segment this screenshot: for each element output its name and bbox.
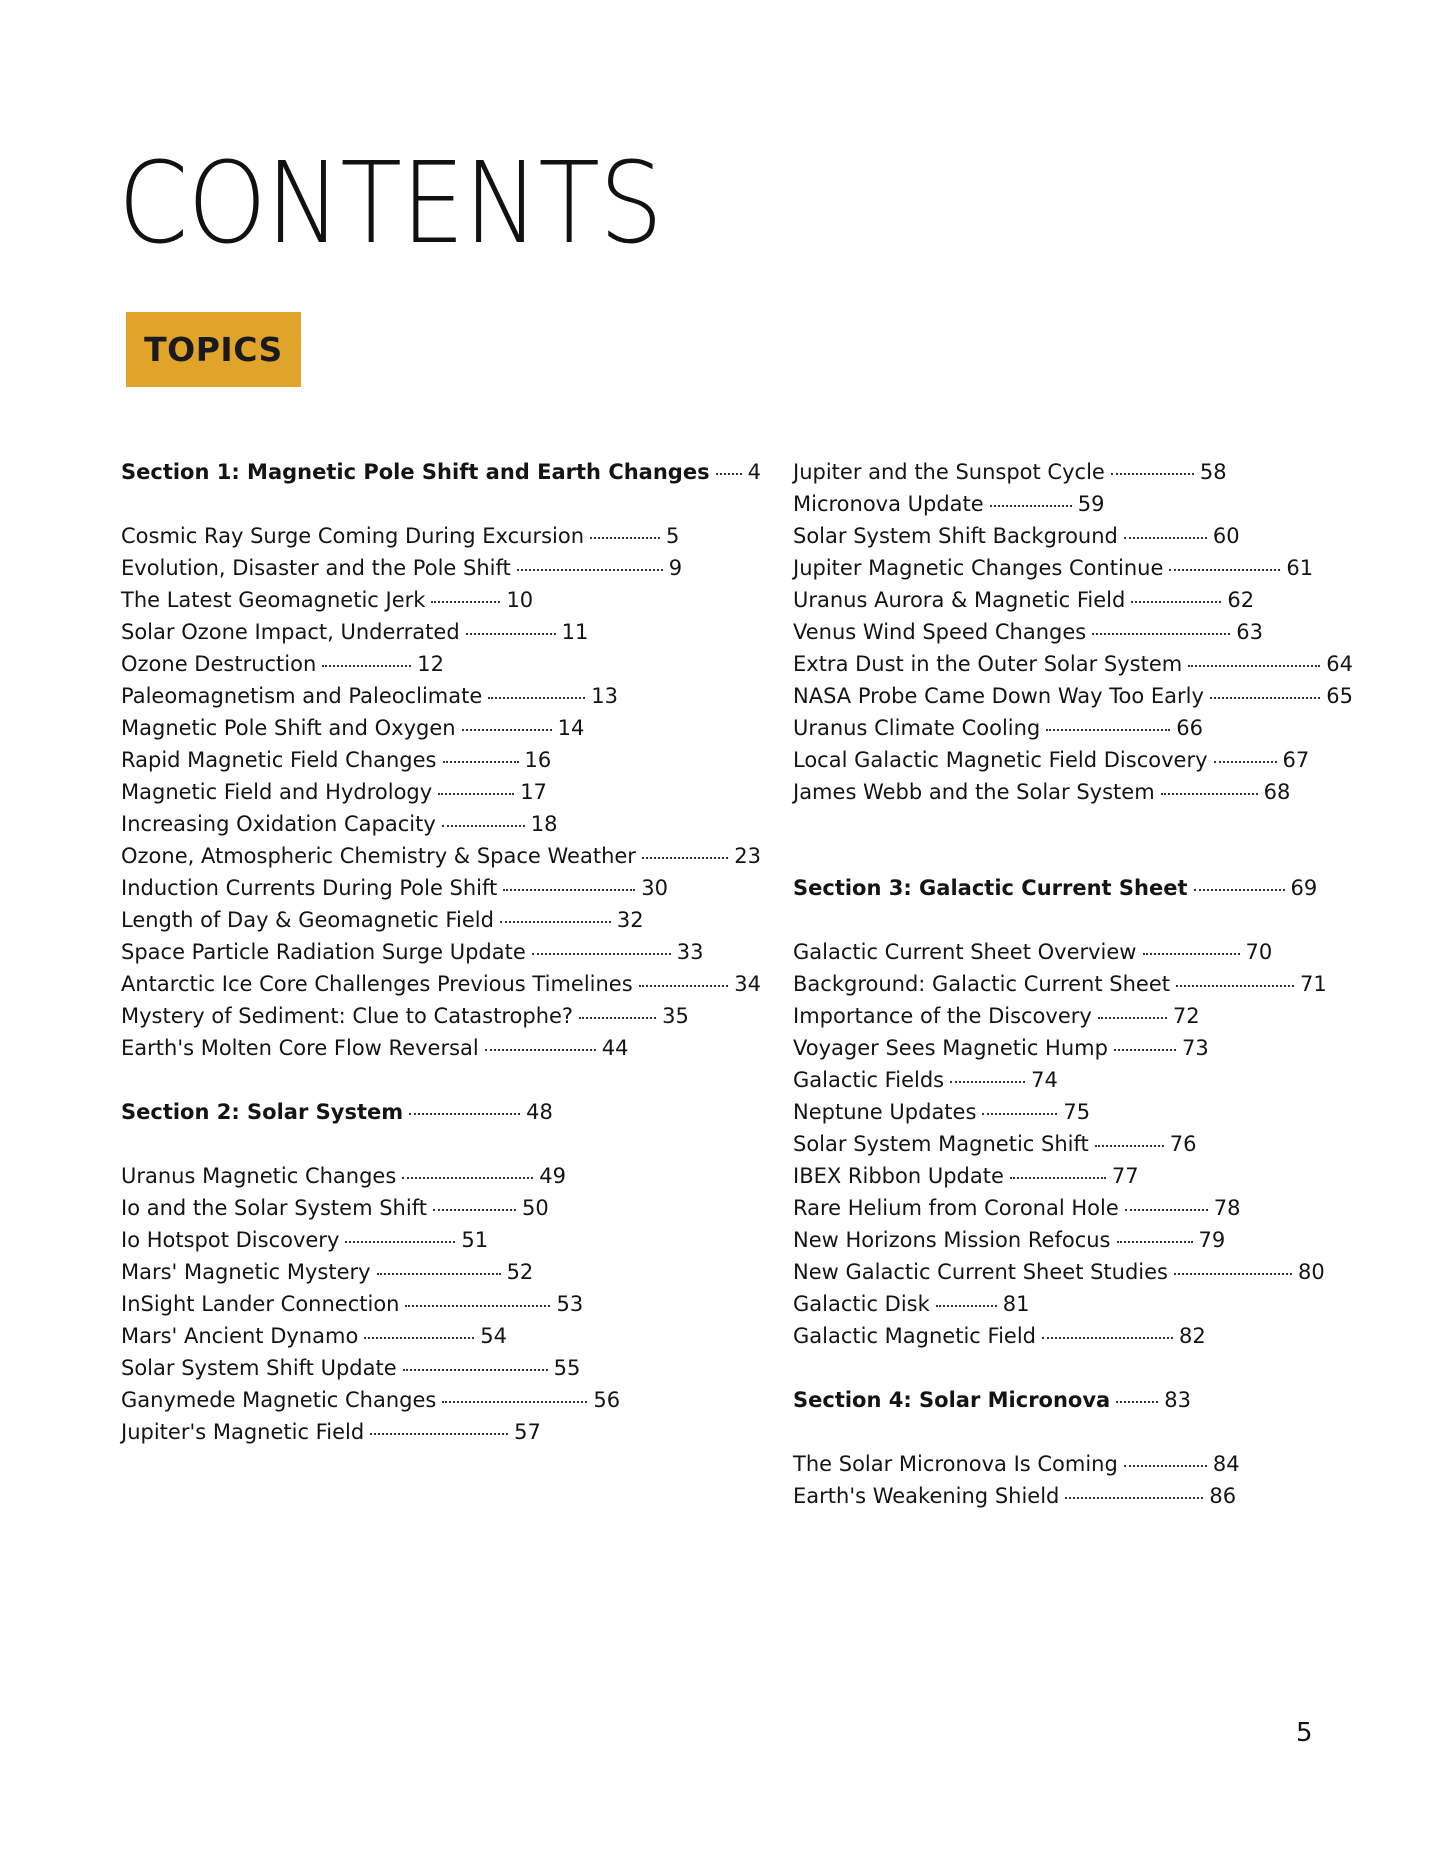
toc-entry-mystery-of-sediment-clue-to-catastrophe[interactable] <box>121 1000 761 1032</box>
dot-leader <box>1125 1207 1208 1211</box>
toc-entry-title: Voyager Sees Magnetic Hump <box>793 1036 1108 1060</box>
toc-entry-title: Ozone, Atmospheric Chemistry & Space Weather <box>121 844 636 868</box>
toc-entry-importance-of-the-discovery[interactable] <box>793 1000 1353 1032</box>
dot-leader <box>1111 471 1194 475</box>
dot-leader <box>1176 983 1294 987</box>
toc-entry-neptune-updates[interactable] <box>793 1096 1353 1128</box>
dot-leader <box>370 1431 508 1435</box>
dot-leader <box>409 1111 520 1115</box>
toc-page-number: 12 <box>417 652 445 676</box>
toc-page-number: 4 <box>747 460 761 484</box>
toc-page-number: 9 <box>668 556 683 580</box>
dot-leader <box>364 1335 474 1339</box>
dot-leader <box>466 631 556 635</box>
toc-entry-title: Magnetic Pole Shift and Oxygen <box>121 716 456 740</box>
toc-page-number: 58 <box>1199 460 1227 484</box>
toc-entry-jupiter-s-magnetic-field[interactable] <box>121 1416 761 1448</box>
toc-page-number: 59 <box>1077 492 1105 516</box>
toc-entry-title: Uranus Magnetic Changes <box>121 1164 397 1188</box>
dot-leader <box>642 855 728 859</box>
toc-entry-length-of-day-geomagnetic-field[interactable] <box>121 904 761 936</box>
dot-leader <box>1210 695 1320 699</box>
toc-page-number: 57 <box>514 1420 541 1444</box>
dot-leader <box>1188 663 1320 667</box>
toc-entry-evolution-disaster-and-the-pole-shift[interactable] <box>121 552 761 584</box>
toc-entry-ganymede-magnetic-changes[interactable] <box>121 1384 761 1416</box>
toc-entry-title: Mars' Magnetic Mystery <box>121 1260 371 1284</box>
toc-section-section-4-solar-micronova[interactable] <box>793 1384 1353 1416</box>
toc-entry-jupiter-magnetic-changes-continue[interactable] <box>793 552 1353 584</box>
toc-page-number: 32 <box>616 908 644 932</box>
spacer <box>121 1064 761 1096</box>
toc-page-number: 73 <box>1181 1036 1209 1060</box>
toc-page-number: 62 <box>1227 588 1255 612</box>
page-number: 5 <box>1296 1718 1313 1748</box>
toc-page-number: 60 <box>1212 524 1240 548</box>
spacer <box>121 488 761 520</box>
toc-entry-title: Length of Day & Geomagnetic Field <box>121 908 494 932</box>
toc-entry-title: Solar System Shift Update <box>121 1356 397 1380</box>
toc-entry-the-solar-micronova-is-coming[interactable] <box>793 1448 1353 1480</box>
spacer <box>793 1416 1353 1448</box>
toc-page-number: 16 <box>524 748 552 772</box>
toc-entry-title: The Solar Micronova Is Coming <box>793 1452 1118 1476</box>
toc-page-number: 71 <box>1299 972 1327 996</box>
toc-entry-mars-magnetic-mystery[interactable] <box>121 1256 761 1288</box>
toc-page-number: 76 <box>1169 1132 1197 1156</box>
dot-leader <box>716 471 742 475</box>
dot-leader <box>1124 535 1207 539</box>
toc-section-title: Section 2: Solar System <box>121 1100 404 1124</box>
toc-entry-title: Earth's Weakening Shield <box>793 1484 1060 1508</box>
toc-page-number: 78 <box>1213 1196 1241 1220</box>
toc-page-number: 82 <box>1179 1324 1206 1348</box>
spacer <box>793 904 1353 936</box>
dot-leader <box>1143 951 1240 955</box>
toc-page-number: 55 <box>553 1356 581 1380</box>
toc-entry-local-galactic-magnetic-field-discovery[interactable] <box>793 744 1353 776</box>
toc-entry-solar-system-magnetic-shift[interactable] <box>793 1128 1353 1160</box>
toc-entry-rapid-magnetic-field-changes[interactable] <box>121 744 761 776</box>
dot-leader <box>1194 887 1285 891</box>
toc-entry-nasa-probe-came-down-way-too-early[interactable] <box>793 680 1353 712</box>
dot-leader <box>1124 1463 1207 1467</box>
toc-page-number: 11 <box>561 620 589 644</box>
dot-leader <box>1065 1495 1203 1499</box>
toc-entry-title: Micronova Update <box>793 492 984 516</box>
toc-page-number: 80 <box>1298 1260 1325 1284</box>
toc-entry-title: Solar Ozone Impact, Underrated <box>121 620 460 644</box>
dot-leader <box>1116 1399 1158 1403</box>
dot-leader <box>579 1015 656 1019</box>
toc-page-number: 67 <box>1282 748 1310 772</box>
toc-entry-title: The Latest Geomagnetic Jerk <box>121 588 426 612</box>
toc-entry-title: Galactic Fields <box>793 1068 945 1092</box>
dot-leader <box>442 823 525 827</box>
toc-entry-paleomagnetism-and-paleoclimate[interactable] <box>121 680 761 712</box>
toc-entry-galactic-current-sheet-overview[interactable] <box>793 936 1353 968</box>
toc-entry-title: Local Galactic Magnetic Field Discovery <box>793 748 1208 772</box>
toc-entry-background-galactic-current-sheet[interactable] <box>793 968 1353 1000</box>
toc-page-number: 18 <box>530 812 558 836</box>
toc-entry-uranus-aurora-magnetic-field[interactable] <box>793 584 1353 616</box>
toc-page-number: 61 <box>1286 556 1314 580</box>
toc-section-title: Section 1: Magnetic Pole Shift and Earth Changes <box>121 460 710 484</box>
toc-entry-title: Mars' Ancient Dynamo <box>121 1324 359 1348</box>
toc-entry-title: New Horizons Mission Refocus <box>793 1228 1111 1252</box>
toc-entry-ozone-destruction[interactable] <box>121 648 761 680</box>
toc-entry-title: NASA Probe Came Down Way Too Early <box>793 684 1204 708</box>
toc-entry-title: Rare Helium from Coronal Hole <box>793 1196 1119 1220</box>
toc-entry-space-particle-radiation-surge-update[interactable] <box>121 936 761 968</box>
toc-entry-title: Galactic Magnetic Field <box>793 1324 1036 1348</box>
toc-entry-title: Neptune Updates <box>793 1100 977 1124</box>
toc-entry-title: Paleomagnetism and Paleoclimate <box>121 684 483 708</box>
dot-leader <box>1042 1335 1173 1339</box>
toc-entry-io-hotspot-discovery[interactable] <box>121 1224 761 1256</box>
toc-section-section-1-magnetic-pole-shift-and-earth-changes[interactable] <box>121 456 761 488</box>
dot-leader <box>377 1271 501 1275</box>
toc-entry-earth-s-weakening-shield[interactable] <box>793 1480 1353 1512</box>
dot-leader <box>488 695 585 699</box>
toc-page-number: 56 <box>593 1388 621 1412</box>
dot-leader <box>1046 727 1170 731</box>
toc-page-number: 79 <box>1198 1228 1226 1252</box>
toc-section-section-3-galactic-current-sheet[interactable] <box>793 872 1353 904</box>
toc-page-number: 53 <box>556 1292 584 1316</box>
toc-entry-title: InSight Lander Connection <box>121 1292 400 1316</box>
dot-leader <box>1095 1143 1164 1147</box>
toc-page-number: 69 <box>1290 876 1318 900</box>
toc-page-number: 72 <box>1172 1004 1200 1028</box>
toc-entry-title: Extra Dust in the Outer Solar System <box>793 652 1183 676</box>
toc-entry-voyager-sees-magnetic-hump[interactable] <box>793 1032 1353 1064</box>
toc-entry-the-latest-geomagnetic-jerk[interactable] <box>121 584 761 616</box>
toc-page-number: 17 <box>520 780 547 804</box>
dot-leader <box>485 1047 596 1051</box>
dot-leader <box>402 1175 533 1179</box>
toc-entry-rare-helium-from-coronal-hole[interactable] <box>793 1192 1353 1224</box>
toc-page-number: 44 <box>601 1036 629 1060</box>
toc-page-number: 50 <box>521 1196 549 1220</box>
dot-leader <box>936 1303 997 1307</box>
toc-entry-title: Background: Galactic Current Sheet <box>793 972 1170 996</box>
dot-leader <box>517 567 663 571</box>
page-title: CONTENTS <box>118 139 663 269</box>
toc-entry-title: Solar System Shift Background <box>793 524 1118 548</box>
toc-page-number: 68 <box>1263 780 1291 804</box>
toc-entry-title: New Galactic Current Sheet Studies <box>793 1260 1168 1284</box>
toc-page-number: 83 <box>1164 1388 1191 1412</box>
toc-page-number: 65 <box>1326 684 1353 708</box>
toc-entry-galactic-disk[interactable] <box>793 1288 1353 1320</box>
toc-entry-title: Ozone Destruction <box>121 652 317 676</box>
toc-entry-title: IBEX Ribbon Update <box>793 1164 1004 1188</box>
dot-leader <box>433 1207 516 1211</box>
toc-entry-title: Rapid Magnetic Field Changes <box>121 748 437 772</box>
toc-entry-induction-currents-during-pole-shift[interactable] <box>121 872 761 904</box>
dot-leader <box>982 1111 1057 1115</box>
dot-leader <box>1010 1175 1106 1179</box>
toc-page-number: 84 <box>1212 1452 1240 1476</box>
toc-entry-new-galactic-current-sheet-studies[interactable] <box>793 1256 1353 1288</box>
dot-leader <box>438 791 514 795</box>
toc-entry-title: Induction Currents During Pole Shift <box>121 876 498 900</box>
toc-page-number: 49 <box>539 1164 567 1188</box>
toc-entry-solar-system-shift-update[interactable] <box>121 1352 761 1384</box>
toc-entry-antarctic-ice-core-challenges-previous-timelines[interactable] <box>121 968 761 1000</box>
spacer <box>121 1128 761 1160</box>
dot-leader <box>1117 1239 1193 1243</box>
dot-leader <box>442 1399 587 1403</box>
toc-page-number: 33 <box>676 940 704 964</box>
toc-entry-uranus-magnetic-changes[interactable] <box>121 1160 761 1192</box>
toc-entry-mars-ancient-dynamo[interactable] <box>121 1320 761 1352</box>
toc-page-number: 54 <box>480 1324 508 1348</box>
toc-page-number: 13 <box>591 684 619 708</box>
toc-entry-io-and-the-solar-system-shift[interactable] <box>121 1192 761 1224</box>
toc-entry-title: Venus Wind Speed Changes <box>793 620 1087 644</box>
toc-entry-title: Galactic Disk <box>793 1292 930 1316</box>
toc-entry-ozone-atmospheric-chemistry-space-weather[interactable] <box>121 840 761 872</box>
toc-entry-title: Magnetic Field and Hydrology <box>121 780 433 804</box>
toc-entry-title: Evolution, Disaster and the Pole Shift <box>121 556 511 580</box>
toc-page-number: 23 <box>734 844 761 868</box>
toc-page-number: 63 <box>1236 620 1263 644</box>
dot-leader <box>590 535 660 539</box>
toc-entry-title: Galactic Current Sheet Overview <box>793 940 1137 964</box>
dot-leader <box>443 759 519 763</box>
toc-section-title: Section 3: Galactic Current Sheet <box>793 876 1188 900</box>
dot-leader <box>1161 791 1258 795</box>
toc-entry-ibex-ribbon-update[interactable] <box>793 1160 1353 1192</box>
dot-leader <box>1114 1047 1176 1051</box>
toc-entry-micronova-update[interactable] <box>793 488 1353 520</box>
dot-leader <box>1169 567 1280 571</box>
dot-leader <box>405 1303 550 1307</box>
dot-leader <box>462 727 552 731</box>
dot-leader <box>1214 759 1277 763</box>
dot-leader <box>990 503 1072 507</box>
dot-leader <box>503 887 635 891</box>
toc-entry-galactic-magnetic-field[interactable] <box>793 1320 1353 1352</box>
toc-entry-title: Jupiter and the Sunspot Cycle <box>793 460 1105 484</box>
toc-left-column <box>121 456 761 1448</box>
toc-entry-increasing-oxidation-capacity[interactable] <box>121 808 761 840</box>
spacer <box>793 808 1353 872</box>
toc-page-number: 35 <box>662 1004 689 1028</box>
topics-badge: TOPICS <box>126 312 301 387</box>
toc-entry-uranus-climate-cooling[interactable] <box>793 712 1353 744</box>
toc-page-number: 48 <box>526 1100 553 1124</box>
toc-page-number: 81 <box>1002 1292 1030 1316</box>
toc-page-number: 34 <box>734 972 761 996</box>
toc-entry-title: Io and the Solar System Shift <box>121 1196 427 1220</box>
toc-section-section-2-solar-system[interactable] <box>121 1096 761 1128</box>
toc-page-number: 74 <box>1031 1068 1058 1092</box>
toc-entry-title: Increasing Oxidation Capacity <box>121 812 436 836</box>
toc-entry-new-horizons-mission-refocus[interactable] <box>793 1224 1353 1256</box>
toc-entry-solar-system-shift-background[interactable] <box>793 520 1353 552</box>
toc-entry-title: Solar System Magnetic Shift <box>793 1132 1089 1156</box>
dot-leader <box>345 1239 455 1243</box>
toc-page-number: 70 <box>1245 940 1273 964</box>
dot-leader <box>322 663 411 667</box>
spacer <box>793 1352 1353 1384</box>
dot-leader <box>1174 1271 1292 1275</box>
dot-leader <box>1098 1015 1167 1019</box>
toc-page-number: 30 <box>641 876 669 900</box>
toc-entry-earth-s-molten-core-flow-reversal[interactable] <box>121 1032 761 1064</box>
dot-leader <box>532 951 671 955</box>
toc-entry-title: Space Particle Radiation Surge Update <box>121 940 526 964</box>
toc-page-number: 86 <box>1209 1484 1237 1508</box>
toc-entry-title: Mystery of Sediment: Clue to Catastrophe? <box>121 1004 574 1028</box>
toc-entry-venus-wind-speed-changes[interactable] <box>793 616 1353 648</box>
toc-entry-insight-lander-connection[interactable] <box>121 1288 761 1320</box>
toc-entry-title: Cosmic Ray Surge Coming During Excursion <box>121 524 585 548</box>
toc-entry-title: Jupiter Magnetic Changes Continue <box>793 556 1164 580</box>
toc-page-number: 14 <box>557 716 585 740</box>
dot-leader <box>950 1079 1025 1083</box>
toc-entry-title: Uranus Climate Cooling <box>793 716 1041 740</box>
toc-entry-title: Jupiter's Magnetic Field <box>121 1420 365 1444</box>
toc-entry-title: Io Hotspot Discovery <box>121 1228 340 1252</box>
dot-leader <box>403 1367 548 1371</box>
dot-leader <box>1092 631 1230 635</box>
dot-leader <box>639 983 729 987</box>
toc-entry-title: Importance of the Discovery <box>793 1004 1092 1028</box>
toc-entry-jupiter-and-the-sunspot-cycle[interactable] <box>793 456 1353 488</box>
toc-section-title: Section 4: Solar Micronova <box>793 1388 1111 1412</box>
toc-entry-james-webb-and-the-solar-system[interactable] <box>793 776 1353 808</box>
toc-right-column <box>793 456 1353 1512</box>
toc-entry-galactic-fields[interactable] <box>793 1064 1353 1096</box>
toc-entry-title: James Webb and the Solar System <box>793 780 1155 804</box>
toc-entry-cosmic-ray-surge-coming-during-excursion[interactable] <box>121 520 761 552</box>
toc-entry-title: Ganymede Magnetic Changes <box>121 1388 437 1412</box>
toc-page-number: 75 <box>1063 1100 1091 1124</box>
toc-entry-extra-dust-in-the-outer-solar-system[interactable] <box>793 648 1353 680</box>
toc-entry-title: Antarctic Ice Core Challenges Previous Timelines <box>121 972 633 996</box>
dot-leader <box>431 599 500 603</box>
toc-entry-title: Earth's Molten Core Flow Reversal <box>121 1036 479 1060</box>
dot-leader <box>1131 599 1221 603</box>
dot-leader <box>500 919 611 923</box>
toc-page-number: 51 <box>461 1228 489 1252</box>
toc-page-number: 77 <box>1111 1164 1139 1188</box>
toc-page-number: 52 <box>506 1260 534 1284</box>
toc-entry-title: Uranus Aurora & Magnetic Field <box>793 588 1126 612</box>
toc-page-number: 66 <box>1176 716 1203 740</box>
toc-page-number: 64 <box>1326 652 1353 676</box>
toc-entry-solar-ozone-impact-underrated[interactable] <box>121 616 761 648</box>
toc-entry-magnetic-field-and-hydrology[interactable] <box>121 776 761 808</box>
toc-page-number: 5 <box>666 524 680 548</box>
toc-entry-magnetic-pole-shift-and-oxygen[interactable] <box>121 712 761 744</box>
toc-page-number: 10 <box>506 588 534 612</box>
